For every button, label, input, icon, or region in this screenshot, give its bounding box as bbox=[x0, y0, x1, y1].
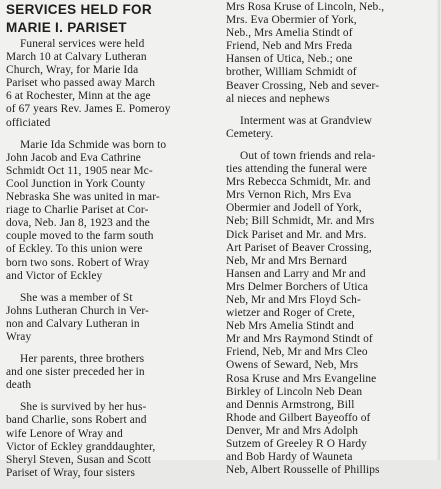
text-line: 6 at Rochester, Minn at the age bbox=[6, 90, 151, 103]
text-line: Her parents, three brothers bbox=[20, 353, 145, 366]
text-line: Mrs. Eva Obermier of York, bbox=[226, 14, 357, 27]
text-line: Beaver Crossing, Neb and sever- bbox=[226, 79, 380, 92]
text-line: Sheryl Steven, Susan and Scott bbox=[6, 453, 152, 466]
text-line: She was a member of St bbox=[20, 291, 133, 304]
text-line: Sutzem of Greeley R O Hardy bbox=[226, 438, 367, 450]
text-line: John Jacob and Eva Cathrine bbox=[6, 151, 141, 164]
text-line: and one sister preceded her in bbox=[6, 366, 145, 379]
text-line: Cemetery. bbox=[226, 127, 274, 140]
right-paragraph bbox=[226, 1, 441, 106]
text-line: of 67 years Rev. James E. Pomeroy bbox=[6, 103, 171, 116]
text-line: Owens of Seward, Neb, Mrs bbox=[226, 359, 359, 372]
text-line: and Dennis Armstrong, Bill bbox=[226, 398, 355, 411]
right-paragraph bbox=[226, 150, 441, 477]
text-line: Mr and Mrs Raymond Stindt of bbox=[226, 333, 373, 346]
text-line: Friend, Neb, Mr and Mrs Cleo bbox=[226, 346, 368, 359]
text-line: of Eckley. To this union were bbox=[6, 243, 143, 256]
text-line: couple moved to the farm south bbox=[6, 230, 154, 243]
text-line: Denver, Mr and Mrs Adolph bbox=[226, 424, 359, 437]
text-line: Rhode and Gilbert Bayeoffo of bbox=[226, 411, 371, 424]
text-line: She is survived by her hus- bbox=[20, 401, 147, 414]
text-line: and Victor of Eckley bbox=[6, 269, 103, 282]
right-text-column bbox=[226, 1, 441, 486]
text-line: Nebraska She was united in mar- bbox=[6, 191, 160, 204]
left-paragraph bbox=[6, 292, 221, 344]
left-text-column bbox=[6, 38, 221, 489]
text-line: Marie Ida Schmide was born to bbox=[20, 138, 167, 151]
text-line: Friend, Neb and Mrs Freda bbox=[226, 40, 353, 53]
text-line: Schmidt Oct 11, 1905 near Mc- bbox=[6, 164, 153, 177]
text-line: Cool Junction in York County bbox=[6, 177, 146, 190]
left-paragraph bbox=[6, 139, 221, 283]
text-line: Out of town friends and rela- bbox=[240, 149, 376, 162]
text-line: Hansen of Utica, Neb.; one bbox=[226, 53, 353, 66]
text-line: dova, Neb. Jan 8, 1923 and the bbox=[6, 217, 150, 230]
text-line: Johns Lutheran Church in Ver- bbox=[6, 304, 149, 317]
text-line: officiated bbox=[6, 116, 51, 129]
text-line: riage to Charlie Pariset at Cor- bbox=[6, 204, 149, 217]
text-line: ties attending the funeral were bbox=[226, 163, 367, 176]
text-line: al nieces and nephews bbox=[226, 92, 330, 105]
text-line: Hansen and Larry and Mr and bbox=[226, 267, 366, 280]
text-line: brother, William Schmidt of bbox=[226, 66, 357, 79]
text-line: Neb, Albert Rousselle of Phillips bbox=[226, 464, 380, 477]
text-line: Pariset of Wray, four sisters bbox=[6, 466, 135, 479]
text-line: and Bob Hardy of Wauneta bbox=[226, 451, 353, 464]
text-line: Funeral services were held bbox=[20, 38, 145, 50]
text-line: wife Lenore of Wray and bbox=[6, 427, 123, 440]
left-paragraph bbox=[6, 38, 221, 130]
text-line: Obermier and Jodell of York, bbox=[226, 202, 362, 215]
text-line: Mrs Rebecca Schmidt, Mr. and bbox=[226, 176, 371, 189]
text-line: Art Pariset of Beaver Crossing, bbox=[226, 241, 372, 254]
text-line: wietzer and Roger of Crete, bbox=[226, 307, 355, 320]
left-paragraph bbox=[6, 353, 221, 392]
text-line: Pariset who passed away March bbox=[6, 77, 156, 90]
text-line: non and Calvary Lutheran in bbox=[6, 317, 140, 330]
text-line: Neb, Mr and Mrs Floyd Sch- bbox=[226, 293, 361, 306]
text-line: March 10 at Calvary Lutheran bbox=[6, 51, 147, 64]
text-line: Mrs Rosa Kruse of Lincoln, Neb., bbox=[226, 1, 385, 13]
headline-line-2: MARIE I. PARISET bbox=[6, 20, 127, 35]
text-line: Neb., Mrs Amelia Stindt of bbox=[226, 27, 353, 40]
text-line: Mrs Vernon Rich, Mrs Eva bbox=[226, 189, 352, 202]
text-line: Neb Mrs Amelia Stindt and bbox=[226, 320, 354, 333]
text-line: Neb; Bill Schmidt, Mr. and Mrs bbox=[226, 215, 375, 228]
right-paragraph bbox=[226, 115, 441, 141]
headline-line-1: SERVICES HELD FOR bbox=[6, 2, 152, 17]
text-line: Birkley of Lincoln Neb Dean bbox=[226, 385, 363, 398]
text-line: Rosa Kruse and Mrs Evangeline bbox=[226, 372, 377, 385]
article-headline bbox=[6, 1, 221, 37]
text-line: Wray bbox=[6, 330, 32, 343]
text-line: Interment was at Grandview bbox=[240, 114, 372, 127]
page-edge-shadow bbox=[436, 0, 440, 460]
text-line: death bbox=[6, 379, 32, 392]
text-line: Church, Wray, for Marie Ida bbox=[6, 64, 139, 77]
left-paragraph bbox=[6, 401, 221, 480]
text-line: born two sons. Robert of Wray bbox=[6, 256, 150, 269]
text-line: band Charlie, sons Robert and bbox=[6, 414, 147, 427]
text-line: Mrs Delmer Borchers of Utica bbox=[226, 280, 368, 293]
text-line: Dick Pariset and Mr. and Mrs. bbox=[226, 228, 367, 241]
text-line: Victor of Eckley granddaughter, bbox=[6, 440, 156, 453]
text-line: Neb, Mr and Mrs Bernard bbox=[226, 254, 347, 267]
